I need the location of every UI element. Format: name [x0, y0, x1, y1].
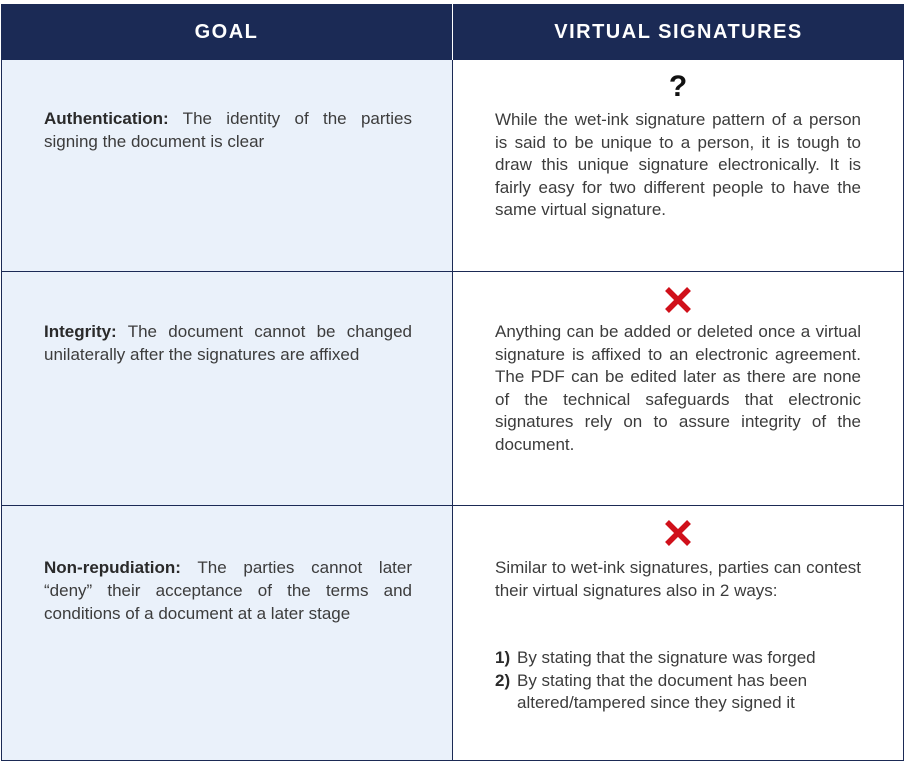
goal-text: Non-repudiation: The parties cannot later “deny” their acceptance of the terms and conditions of a document at a later stage [44, 558, 412, 623]
goal-column-header: GOAL [1, 4, 452, 60]
table-row-integrity [1, 272, 904, 506]
virtual-description: Similar to wet-ink signatures, parties can contest their virtual signatures also in 2 ways: [495, 558, 861, 600]
goal-cell [1, 506, 452, 761]
virtual-signatures-column-header: VIRTUAL SIGNATURES [452, 4, 904, 60]
goal-title: Non-repudiation: [44, 558, 181, 577]
numbered-list [495, 647, 865, 715]
red-cross-icon [453, 518, 903, 553]
virtual-description: While the wet-ink signature pattern of a person is said to be unique to a person, it is tough to draw this unique signature electronically. It is fairly easy for two different people to have the same virtual signature. [495, 110, 861, 219]
virtual-description: Anything can be added or deleted once a virtual signature is affixed to an electronic agreement. The PDF can be edited later as there are none of the technical safeguards that electronic signatures rely on to assure integrity of the document. [495, 322, 861, 454]
red-cross-icon [453, 285, 903, 320]
goal-cell [1, 272, 452, 506]
question-mark-icon: ? [668, 70, 688, 103]
virtual-cell [452, 506, 904, 761]
goal-text: Integrity: The document cannot be changed unilaterally after the signatures are affixed [44, 322, 412, 364]
goal-title: Integrity: [44, 322, 117, 341]
virtual-cell [452, 272, 904, 506]
table-row-authentication [1, 60, 904, 272]
virtual-cell [452, 60, 904, 272]
comparison-table [1, 4, 904, 761]
goal-text: Authentication: The identity of the parties signing the document is clear [44, 109, 412, 151]
list-item: 2) By stating that the document has been altered/tampered since they signed it [495, 670, 808, 712]
goal-cell [1, 60, 452, 272]
list-item: 1) By stating that the signature was forged [495, 648, 816, 667]
table-row-non-repudiation [1, 506, 904, 761]
goal-title: Authentication: [44, 109, 169, 128]
